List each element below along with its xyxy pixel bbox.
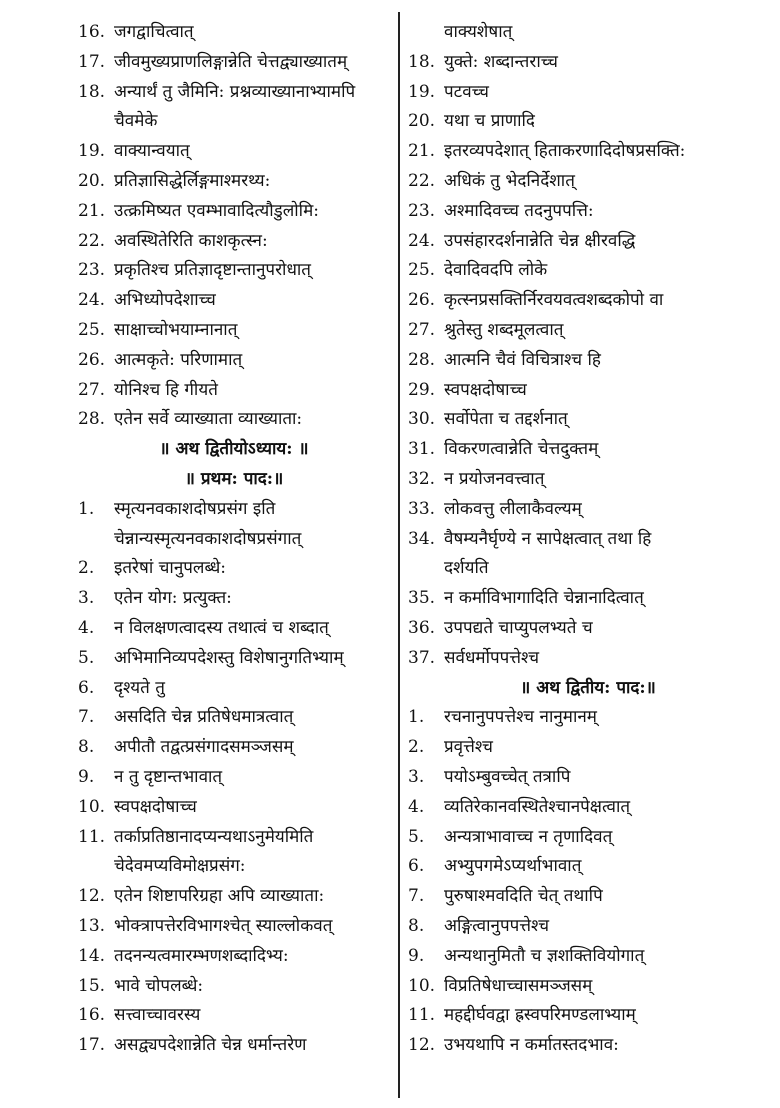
sutra-number: 11. <box>78 826 106 847</box>
sutra-text: साक्षाच्चोभयाम्नानात् <box>114 319 238 340</box>
sutra-number: 27. <box>78 379 106 400</box>
sutra-row <box>408 78 768 108</box>
sutra-number: 16. <box>78 22 106 42</box>
sutra-row <box>408 435 768 465</box>
sutra-row <box>408 912 768 942</box>
sutra-number: 26. <box>408 290 436 311</box>
sutra-text: इतरव्यपदेशात् हिताकरणादिदोषप्रसक्ति: <box>444 141 686 162</box>
sutra-number: 2. <box>78 558 95 579</box>
sutra-row <box>408 137 768 167</box>
sutra-text: न कर्माविभागादिति चेन्नानादित्वात् <box>444 588 644 609</box>
sutra-row <box>78 584 390 614</box>
sutra-number: 1. <box>78 498 95 519</box>
sutra-text: श्रुतेस्तु शब्दमूलत्वात् <box>444 319 564 340</box>
sutra-text: लोकवत्तु लीलाकैवल्यम् <box>444 498 582 519</box>
sutra-number: 7. <box>78 707 95 728</box>
sutra-text: अन्यत्राभावाच्च न तृणादिवत् <box>444 826 613 847</box>
sutra-number: 26. <box>78 349 106 370</box>
sutra-row <box>408 823 768 853</box>
sutra-row <box>78 197 390 227</box>
sutra-text: इतरेषां चानुपलब्धे: <box>114 558 226 579</box>
sutra-number: 23. <box>78 260 106 281</box>
sutra-row <box>408 644 768 674</box>
sutra-number: 9. <box>408 945 425 966</box>
sutra-number: 20. <box>408 111 436 132</box>
sutra-row <box>78 167 390 197</box>
sutra-text: व्यतिरेकानवस्थितेश्चानपेक्षत्वात् <box>444 796 631 817</box>
sutra-text: अभिमानिव्यपदेशस्तु विशेषानुगतिभ्याम् <box>114 647 344 668</box>
sutra-row <box>78 495 390 525</box>
sutra-continuation <box>78 107 390 137</box>
sutra-number: 17. <box>78 51 106 72</box>
sutra-number: 12. <box>408 1035 436 1056</box>
sutra-row <box>78 912 390 942</box>
sutra-number: 33. <box>408 498 436 519</box>
sutra-row <box>78 137 390 167</box>
sutra-row <box>78 763 390 793</box>
sutra-number: 35. <box>408 588 436 609</box>
sutra-number: 6. <box>408 856 425 877</box>
sutra-row <box>408 107 768 137</box>
sutra-row <box>78 674 390 704</box>
sutra-text: प्रवृत्तेश्च <box>444 737 493 758</box>
sutra-text: सर्वधर्मोपपत्तेश्च <box>444 647 540 668</box>
sutra-text: उपसंहारदर्शनान्नेति चेन्न क्षीरवद्धि <box>444 230 636 251</box>
sutra-text: अधिकं तु भेदनिर्देशात् <box>444 170 575 191</box>
section-heading: ॥ अथ द्वितीयोऽध्याय: ॥ <box>159 439 309 460</box>
sutra-row <box>78 48 390 78</box>
sutra-number: 32. <box>408 468 436 489</box>
sutra-row <box>408 703 768 733</box>
sutra-row <box>78 1031 390 1061</box>
sutra-number: 36. <box>408 617 436 638</box>
sutra-row <box>408 48 768 78</box>
sutra-row <box>78 18 390 48</box>
sutra-number: 8. <box>78 737 95 758</box>
sutra-number: 11. <box>408 1005 436 1026</box>
sutra-number: 34. <box>408 528 436 549</box>
sutra-text: तर्काप्रतिष्ठानादप्यन्यथाऽनुमेयमिति <box>114 826 314 847</box>
section-heading: ॥ प्रथम: पाद:॥ <box>184 468 284 489</box>
left-column <box>78 18 390 1061</box>
sutra-text: आत्मकृते: परिणामात् <box>114 349 243 370</box>
sutra-row <box>408 465 768 495</box>
sutra-row <box>78 823 390 853</box>
sutra-number: 37. <box>408 647 436 668</box>
sutra-number: 9. <box>78 766 95 787</box>
sutra-number: 4. <box>408 796 425 817</box>
sutra-text: जगद्वाचित्वात् <box>114 22 194 42</box>
sutra-row <box>408 584 768 614</box>
sutra-row <box>408 882 768 912</box>
sutra-number: 6. <box>78 677 95 698</box>
sutra-row <box>408 972 768 1002</box>
sutra-text: न तु दृष्टान्तभावात् <box>114 766 223 787</box>
sutra-number: 22. <box>78 230 106 251</box>
sutra-row <box>408 495 768 525</box>
sutra-text: पयोऽम्बुवच्चेत् तत्रापि <box>444 766 571 787</box>
sutra-number: 3. <box>78 588 95 609</box>
sutra-row <box>78 793 390 823</box>
sutra-text: उत्क्रमिष्यत एवम्भावादित्यौडुलोमि: <box>114 200 319 221</box>
sutra-number: 25. <box>408 260 436 281</box>
sutra-text: एतेन शिष्टापरिग्रहा अपि व्याख्याता: <box>114 886 325 907</box>
sutra-text: सत्त्वाच्चावरस्य <box>114 1005 201 1026</box>
sutra-row <box>78 554 390 584</box>
sutra-number: 21. <box>408 141 436 162</box>
sutra-text: न विलक्षणत्वादस्य तथात्वं च शब्दात् <box>114 617 329 638</box>
sutra-row <box>78 972 390 1002</box>
sutra-row <box>78 405 390 435</box>
sutra-text: देवादिवदपि लोके <box>444 260 548 281</box>
sutra-row <box>408 227 768 257</box>
sutra-text: एतेन सर्वे व्याख्याता व्याख्याता: <box>114 409 303 430</box>
sutra-row <box>408 256 768 286</box>
sutra-text: अभ्युपगमेऽप्यर्थाभावात् <box>444 856 582 877</box>
sutra-text: चैवमेके <box>114 111 158 132</box>
sutra-row <box>78 316 390 346</box>
sutra-row <box>408 733 768 763</box>
sutra-text: असद्व्यपदेशान्नेति चेन्न धर्मान्तरेण <box>114 1035 307 1056</box>
sutra-number: 5. <box>78 647 95 668</box>
sutra-text: यथा च प्राणादि <box>444 111 535 132</box>
sutra-number: 18. <box>408 51 436 72</box>
sutra-text: प्रतिज्ञासिद्धेर्लिङ्गमाश्मरथ्य: <box>114 170 271 191</box>
sutra-row <box>78 256 390 286</box>
sutra-number: 7. <box>408 886 425 907</box>
sutra-number: 5. <box>408 826 425 847</box>
section-heading: ॥ अथ द्वितीय: पाद:॥ <box>520 677 656 698</box>
sutra-number: 4. <box>78 617 95 638</box>
sutra-text: युक्ते: शब्दान्तराच्च <box>444 51 558 72</box>
sutra-text: भोक्त्रापत्तेरविभागश्चेत् स्याल्लोकवत् <box>114 915 333 936</box>
sutra-text: असदिति चेन्न प्रतिषेधमात्रत्वात् <box>114 707 294 728</box>
sutra-number: 13. <box>78 915 106 936</box>
sutra-number: 21. <box>78 200 106 221</box>
sutra-row <box>408 1031 768 1061</box>
sutra-row <box>408 763 768 793</box>
column-divider <box>398 12 400 1098</box>
sutra-text: विप्रतिषेधाच्चासमञ्जसम् <box>444 975 593 996</box>
sutra-number: 18. <box>78 81 106 102</box>
sutra-number: 1. <box>408 707 425 728</box>
sutra-number: 17. <box>78 1035 106 1056</box>
sutra-continuation <box>408 554 768 584</box>
sutra-number: 15. <box>78 975 106 996</box>
sutra-number: 28. <box>408 349 436 370</box>
sutra-row <box>78 346 390 376</box>
sutra-text: पटवच्च <box>444 81 489 102</box>
right-column <box>408 18 768 1061</box>
sutra-number: 31. <box>408 439 436 460</box>
sutra-number: 23. <box>408 200 436 221</box>
sutra-number: 10. <box>78 796 106 817</box>
sutra-row <box>408 286 768 316</box>
sutra-number: 19. <box>408 81 436 102</box>
sutra-number: 29. <box>408 379 436 400</box>
sutra-number: 8. <box>408 915 425 936</box>
sutra-row <box>78 286 390 316</box>
sutra-text: भावे चोपलब्धे: <box>114 975 204 996</box>
sutra-row <box>408 167 768 197</box>
sutra-number: 16. <box>78 1005 106 1026</box>
sutra-row <box>408 376 768 406</box>
sutra-text: न प्रयोजनवत्त्वात् <box>444 468 545 489</box>
sutra-text: जीवमुख्यप्राणलिङ्गान्नेति चेत्तद्व्याख्यातम् <box>114 51 348 72</box>
sutra-text: चेदेवमप्यविमोक्षप्रसंग: <box>114 856 246 877</box>
sutra-text: अभिध्योपदेशाच्च <box>114 290 216 311</box>
sutra-text: वाक्यान्वयात् <box>114 141 190 162</box>
sutra-row <box>78 703 390 733</box>
sutra-row <box>408 525 768 555</box>
sutra-number: 25. <box>78 319 106 340</box>
sutra-text: स्वपक्षदोषाच्च <box>444 379 527 400</box>
sutra-text: अवस्थितेरिति काशकृत्स्न: <box>114 230 268 251</box>
sutra-number: 12. <box>78 886 106 907</box>
sutra-text: स्मृत्यनवकाशदोषप्रसंग इति <box>114 498 276 519</box>
sutra-number: 3. <box>408 766 425 787</box>
sutra-text: वाक्यशेषात् <box>444 22 513 42</box>
sutra-number: 28. <box>78 409 106 430</box>
sutra-number: 2. <box>408 737 425 758</box>
sutra-text: विकरणत्वान्नेति चेत्तदुक्तम् <box>444 439 599 460</box>
sutra-number: 30. <box>408 409 436 430</box>
sutra-row <box>408 346 768 376</box>
sutra-continuation <box>78 525 390 555</box>
sutra-number: 14. <box>78 945 106 966</box>
sutra-text: पुरुषाश्मवदिति चेत् तथापि <box>444 886 603 907</box>
sutra-number: 20. <box>78 170 106 191</box>
sutra-row <box>408 1001 768 1031</box>
sutra-row <box>408 793 768 823</box>
sutra-text: अन्यार्थं तु जैमिनि: प्रश्नव्याख्यानाभ्यामपि <box>114 81 356 102</box>
sutra-number: 24. <box>408 230 436 251</box>
sutra-number: 27. <box>408 319 436 340</box>
sutra-text: अपीतौ तद्वत्प्रसंगादसमञ्जसम् <box>114 737 294 758</box>
sutra-text: आत्मनि चैवं विचित्राश्च हि <box>444 349 601 370</box>
sutra-text: दर्शयति <box>444 558 489 579</box>
sutra-text: अन्यथानुमितौ च ज्ञशक्तिवियोगात् <box>444 945 645 966</box>
sutra-row <box>78 644 390 674</box>
sutra-row <box>78 614 390 644</box>
sutra-text: एतेन योग: प्रत्युक्त: <box>114 588 232 609</box>
sutra-continuation <box>408 18 768 48</box>
sutra-text: कृत्स्नप्रसक्तिर्निरवयवत्वशब्दकोपो वा <box>444 290 664 311</box>
sutra-row <box>408 852 768 882</box>
sutra-row <box>408 316 768 346</box>
sutra-row <box>78 78 390 108</box>
sutra-row <box>78 376 390 406</box>
sutra-row <box>78 942 390 972</box>
sutra-number: 22. <box>408 170 436 191</box>
sutra-row <box>78 733 390 763</box>
sutra-text: उभयथापि न कर्मातस्तदभाव: <box>444 1035 619 1056</box>
sutra-row <box>408 614 768 644</box>
sutra-text: उपपद्यते चाप्युपलभ्यते च <box>444 617 593 638</box>
sutra-text: चेन्नान्यस्मृत्यनवकाशदोषप्रसंगात् <box>114 528 302 549</box>
sutra-row <box>408 197 768 227</box>
sutra-text: तदनन्यत्वमारम्भणशब्दादिभ्य: <box>114 945 289 966</box>
sutra-text: स्वपक्षदोषाच्च <box>114 796 197 817</box>
sutra-number: 24. <box>78 290 106 311</box>
sutra-row <box>78 1001 390 1031</box>
sutra-text: प्रकृतिश्च प्रतिज्ञादृष्टान्तानुपरोधात् <box>114 260 311 281</box>
sutra-text: सर्वोपेता च तद्दर्शनात् <box>444 409 568 430</box>
sutra-row <box>78 227 390 257</box>
sutra-text: अश्मादिवच्च तदनुपपत्ति: <box>444 200 594 221</box>
sutra-text: महद्दीर्घवद्वा ह्रस्वपरिमण्डलाभ्याम् <box>444 1005 636 1026</box>
sutra-row <box>408 942 768 972</box>
sutra-text: योनिश्च हि गीयते <box>114 379 218 400</box>
sutra-row <box>78 882 390 912</box>
sutra-number: 19. <box>78 141 106 162</box>
sutra-text: वैषम्यनैर्घृण्ये न सापेक्षत्वात् तथा हि <box>444 528 652 549</box>
sutra-row <box>408 405 768 435</box>
sutra-text: दृश्यते तु <box>114 677 165 698</box>
sutra-continuation <box>78 852 390 882</box>
sutra-number: 10. <box>408 975 436 996</box>
sutra-text: रचनानुपपत्तेश्च नानुमानम् <box>444 707 597 728</box>
sutra-text: अङ्गित्वानुपपत्तेश्च <box>444 915 550 936</box>
